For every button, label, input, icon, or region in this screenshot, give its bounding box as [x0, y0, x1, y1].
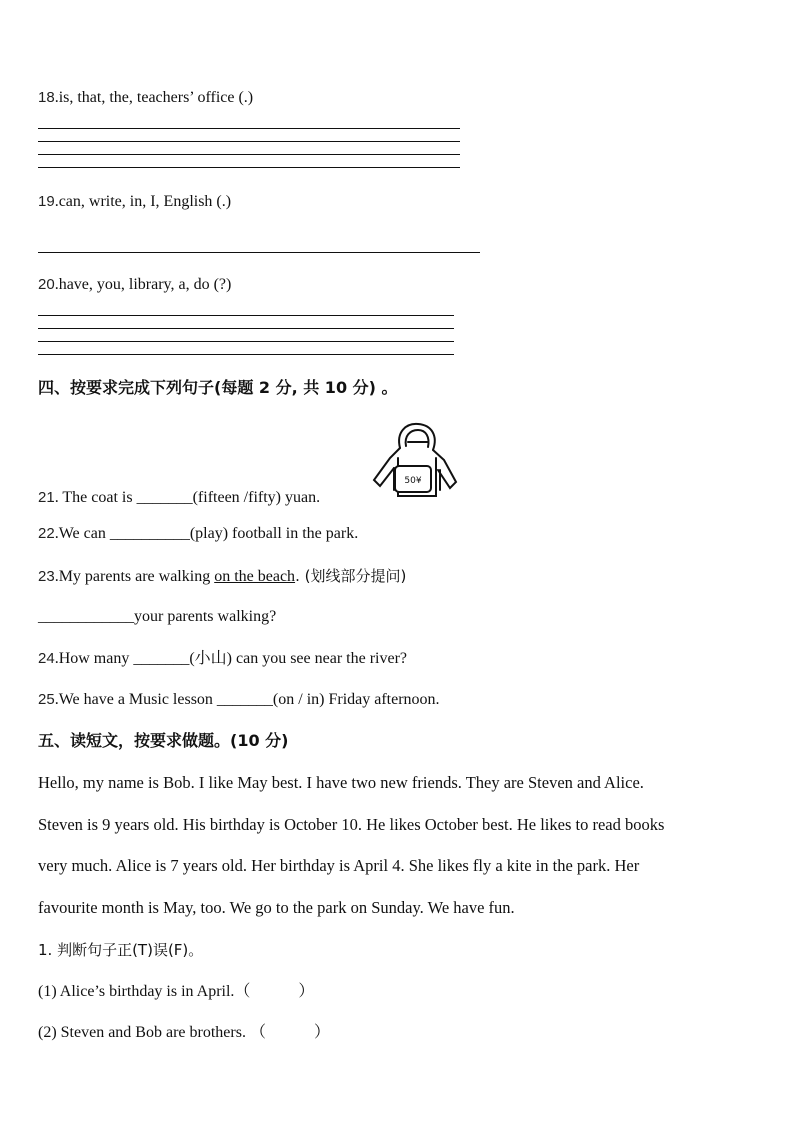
answer-lines-18[interactable] [38, 128, 460, 180]
question-text: .We have a Music lesson _______(on / in) Friday afternoon. [54, 691, 440, 708]
passage-line: favourite month is May, too. We go to the park on Sunday. We have fun. [38, 897, 515, 917]
question-text: .How many _______(小山) can you see near the river? [54, 650, 408, 667]
answer-line[interactable] [38, 128, 460, 129]
passage-line: very much. Alice is 7 years old. Her birthday is April 4. She likes fly a kite in the park. Her [38, 856, 640, 875]
answer-lines-19[interactable] [38, 252, 480, 265]
answer-line[interactable] [38, 167, 460, 168]
coat-price-illustration [370, 420, 460, 500]
task-1-heading [38, 940, 203, 961]
question-number: 21 [38, 489, 55, 506]
true-false-item-2[interactable]: (2) Steven and Bob are brothers. （ ） [38, 1024, 330, 1041]
price-tag-text: 50¥ [404, 476, 422, 486]
answer-line[interactable] [38, 354, 454, 355]
question-19 [38, 192, 231, 212]
question-text: .is, that, the, teachers’ office (.) [54, 89, 254, 106]
question-number: 25 [38, 691, 55, 708]
task-1-title: 1. 判断句子正(T)误(F)。 [38, 941, 204, 959]
passage-line: Steven is 9 years old. His birthday is October 10. He likes October best. He likes to read books [38, 814, 665, 834]
question-number: 19 [38, 193, 55, 210]
answer-line[interactable] [38, 252, 480, 253]
section-4-heading: 四、按要求完成下列句子(每题 2 分, 共 10 分) 。 [38, 378, 398, 397]
question-23 [38, 566, 406, 587]
question-number: 18 [38, 89, 55, 106]
question-text: .My parents are walking [54, 568, 215, 585]
answer-line[interactable] [38, 341, 454, 342]
question-number: 23 [38, 568, 55, 585]
answer-line[interactable] [38, 328, 454, 329]
question-22 [38, 524, 358, 544]
question-text: . The coat is _______(fifteen /fifty) yuan. [54, 489, 321, 506]
answer-line[interactable] [38, 154, 460, 155]
passage-line: Hello, my name is Bob. I like May best. I have two new friends. They are Steven and Alice. [38, 773, 644, 792]
answer-line[interactable] [38, 141, 460, 142]
question-18 [38, 88, 253, 108]
answer-lines-20[interactable] [38, 315, 454, 367]
question-23-answer[interactable]: ____________your parents walking? [38, 608, 277, 625]
question-21 [38, 488, 320, 508]
question-25 [38, 690, 440, 710]
question-text: .have, you, library, a, do (?) [54, 276, 232, 293]
question-instruction: . (划线部分提问) [295, 567, 407, 585]
question-text: .can, write, in, I, English (.) [54, 193, 232, 210]
reading-passage [38, 762, 758, 928]
answer-line[interactable] [38, 315, 454, 316]
underlined-phrase: on the beach [214, 568, 296, 585]
question-number: 24 [38, 650, 55, 667]
question-text: .We can __________(play) football in the park. [54, 525, 359, 542]
section-5-heading: 五、读短文，按要求做题。(10 分) [38, 731, 289, 750]
question-20 [38, 275, 231, 295]
question-number: 22 [38, 525, 55, 542]
true-false-item-1[interactable]: (1) Alice’s birthday is in April.（ ） [38, 983, 315, 1000]
question-number: 20 [38, 276, 55, 293]
question-24 [38, 649, 407, 669]
